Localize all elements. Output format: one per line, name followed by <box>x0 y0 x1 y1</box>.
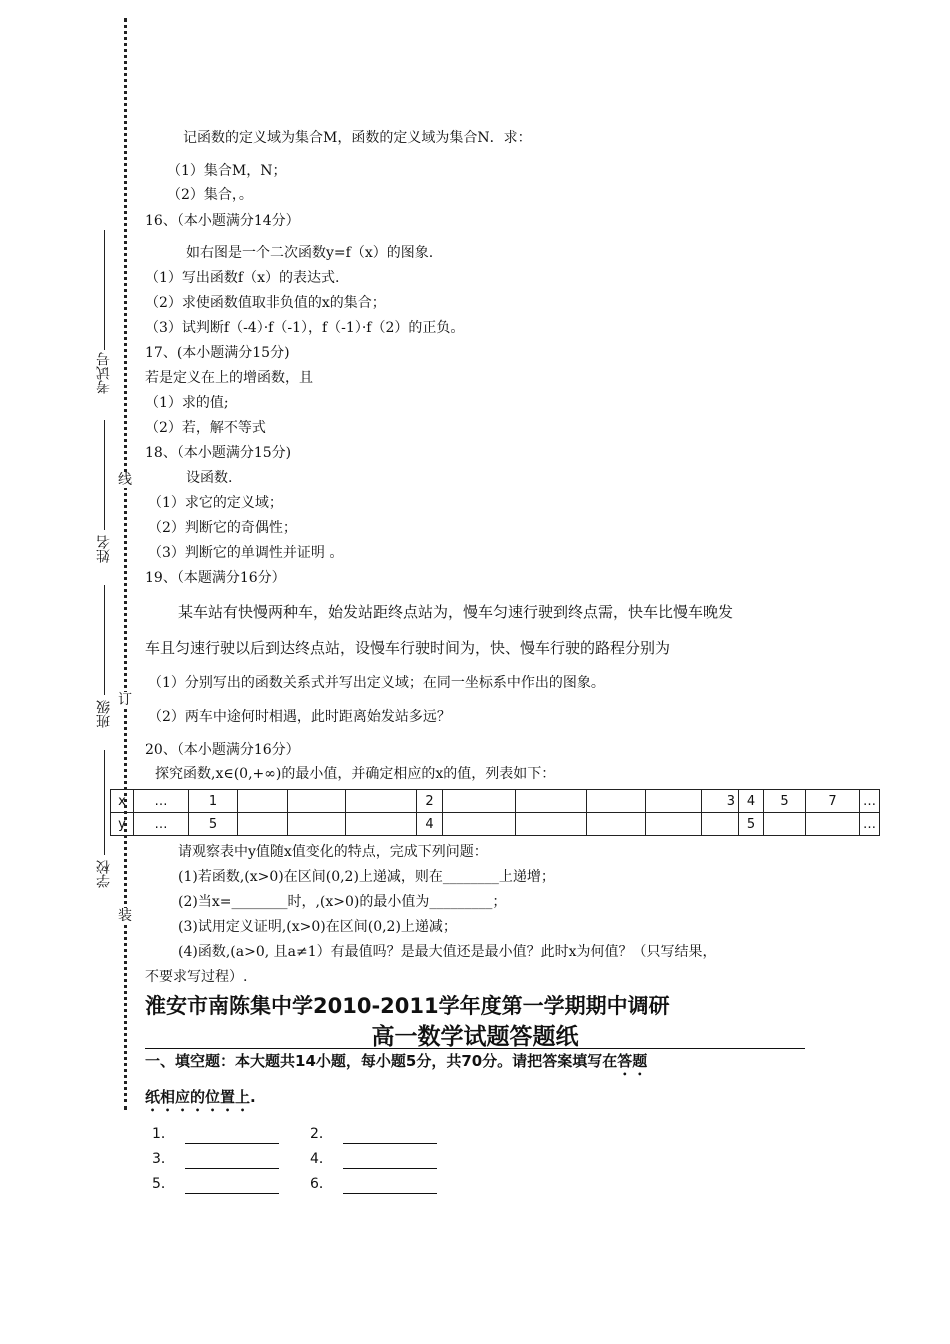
q15-intro: 记函数的定义域为集合M，函数的定义域为集合N．求： <box>183 130 532 146</box>
q20-part-1: (1)若函数,(x>0)在区间(0,2)上递减，则在________上递增； <box>178 869 555 885</box>
section-one-emph: 答题 <box>617 1052 648 1070</box>
blank-5[interactable] <box>152 1174 279 1194</box>
class-line <box>104 585 105 695</box>
blank-6[interactable] <box>310 1174 437 1194</box>
table-cell: y <box>111 813 134 836</box>
q18-item-1: （1）求它的定义域； <box>148 495 283 511</box>
table-cell: 4 <box>739 790 764 813</box>
table-row <box>111 790 880 813</box>
q16-intro: 如右图是一个二次函数y=f（x）的图象. <box>186 245 434 261</box>
binding-char-xian: 线 <box>118 472 132 488</box>
blank-3[interactable] <box>152 1149 279 1169</box>
q20-intro: 探究函数,x∈(0,+∞)的最小值，并确定相应的x的值，列表如下： <box>155 766 556 782</box>
table-row <box>111 813 880 836</box>
blank-number: 6． <box>310 1176 333 1192</box>
table-cell <box>587 790 646 813</box>
table-cell: … <box>860 790 880 813</box>
table-cell <box>806 813 860 836</box>
table-cell <box>646 790 702 813</box>
q17-item-1: （1）求的值; <box>145 395 229 411</box>
table-cell <box>238 790 288 813</box>
q20-part-4a: (4)函数,(a>0, 且a≠1）有最值吗？是最大值还是最小值？此时x为何值？（只写结果， <box>178 944 717 960</box>
q19-line-2: 车且匀速行驶以后到达终点站，设慢车行驶时间为，快、慢车行驶的路程分别为 <box>145 639 671 657</box>
blank-number: 4． <box>310 1151 333 1167</box>
q16-item-1: （1）写出函数f（x）的表达式. <box>145 270 340 286</box>
school-line <box>104 750 105 855</box>
table-cell: 4 <box>417 813 443 836</box>
q20-part-3: (3)试用定义证明,(x>0)在区间(0,2)上递减； <box>178 919 457 935</box>
name-line <box>104 420 105 530</box>
table-cell: 7 <box>806 790 860 813</box>
q16-item-3: （3）试判断f（-4）·f（-1），f（-1）·f（2）的正负。 <box>145 320 465 336</box>
school-label: 学校 <box>96 860 112 888</box>
table-cell: … <box>134 813 189 836</box>
table-cell <box>288 813 346 836</box>
q16-heading: 16、（本小题满分14分） <box>145 213 300 229</box>
table-cell <box>646 813 702 836</box>
q15-item-2: （2）集合，。 <box>167 187 253 203</box>
table-cell <box>346 813 417 836</box>
table-cell: 2 <box>417 790 443 813</box>
table-cell <box>516 813 587 836</box>
section-one-text: 一、填空题：本大题共14小题，每小题5分，共70分。请把答案填写在 <box>145 1052 618 1070</box>
blank-4[interactable] <box>310 1149 437 1169</box>
table-cell <box>702 813 739 836</box>
table-cell <box>288 790 346 813</box>
blank-1[interactable] <box>152 1124 279 1144</box>
section-one-end: . <box>250 1088 256 1106</box>
blank-number: 2． <box>310 1126 333 1142</box>
table-cell: … <box>860 813 880 836</box>
table-cell <box>587 813 646 836</box>
answer-sheet-subtitle: 高一数学试题答题纸 <box>371 1023 579 1050</box>
table-cell: 5 <box>189 813 238 836</box>
table-cell: 5 <box>764 790 806 813</box>
q18-item-2: （2）判断它的奇偶性； <box>148 520 297 536</box>
answer-line[interactable] <box>185 1127 279 1144</box>
section-one-heading-cont <box>145 1086 256 1115</box>
answer-line[interactable] <box>343 1127 437 1144</box>
blank-number: 1． <box>152 1126 175 1142</box>
q17-intro: 若是定义在上的增函数，且 <box>145 370 313 386</box>
section-one-heading <box>145 1050 647 1079</box>
blank-number: 3． <box>152 1151 175 1167</box>
q18-item-3: （3）判断它的单调性并证明 。 <box>148 545 344 561</box>
q20-part-2: (2)当x=________时，,(x>0)的最小值为_________； <box>178 894 507 910</box>
exam-number-line <box>104 230 105 350</box>
table-cell <box>238 813 288 836</box>
q20-value-table <box>110 789 880 836</box>
q18-heading: 18、（本小题满分15分) <box>145 445 292 461</box>
answer-line[interactable] <box>185 1177 279 1194</box>
table-cell: … <box>134 790 189 813</box>
q17-item-2: （2）若，解不等式 <box>145 420 266 436</box>
q19-item-1: （1）分别写出的函数关系式并写出定义域；在同一坐标系中作出的图象。 <box>148 675 605 691</box>
table-cell <box>516 790 587 813</box>
q20-heading: 20、（本小题满分16分） <box>145 742 300 758</box>
table-cell: 3 <box>702 790 739 813</box>
answer-line[interactable] <box>343 1177 437 1194</box>
class-label: 班级 <box>96 700 112 728</box>
binding-dotted-line <box>124 18 127 1110</box>
q19-heading: 19、（本题满分16分） <box>145 570 286 586</box>
section-one-emph-2: 纸相应的位置上 <box>145 1088 251 1106</box>
title-rule <box>145 1048 805 1049</box>
q18-intro: 设函数. <box>186 470 233 486</box>
blank-2[interactable] <box>310 1124 437 1144</box>
binding-char-ding: 订 <box>118 692 132 708</box>
blank-number: 5． <box>152 1176 175 1192</box>
table-cell: 5 <box>739 813 764 836</box>
table-cell: 1 <box>189 790 238 813</box>
table-cell <box>443 813 516 836</box>
table-cell <box>443 790 516 813</box>
binding-char-zhuang: 装 <box>118 908 132 924</box>
exam-number-label: 考试号 <box>96 352 112 394</box>
table-cell <box>346 790 417 813</box>
q19-line-1: 某车站有快慢两种车，始发站距终点站为，慢车匀速行驶到终点需，快车比慢车晚发 <box>178 603 734 621</box>
answer-line[interactable] <box>185 1152 279 1169</box>
name-label: 姓名 <box>96 535 112 563</box>
answer-sheet-title: 淮安市南陈集中学2010-2011学年度第一学期期中调研 <box>145 994 670 1018</box>
q16-item-2: （2）求使函数值取非负值的x的集合； <box>145 295 386 311</box>
q20-after-table: 请观察表中y值随x值变化的特点，完成下列问题： <box>178 844 488 860</box>
table-cell: x <box>111 790 134 813</box>
q19-item-2: （2）两车中途何时相遇，此时距离始发站多远？ <box>148 709 451 725</box>
answer-line[interactable] <box>343 1152 437 1169</box>
q20-part-4b: 不要求写过程）. <box>145 969 248 985</box>
q15-item-1: （1）集合M，N； <box>167 163 287 179</box>
table-cell <box>764 813 806 836</box>
q17-heading: 17、(本小题满分15分) <box>145 345 290 361</box>
